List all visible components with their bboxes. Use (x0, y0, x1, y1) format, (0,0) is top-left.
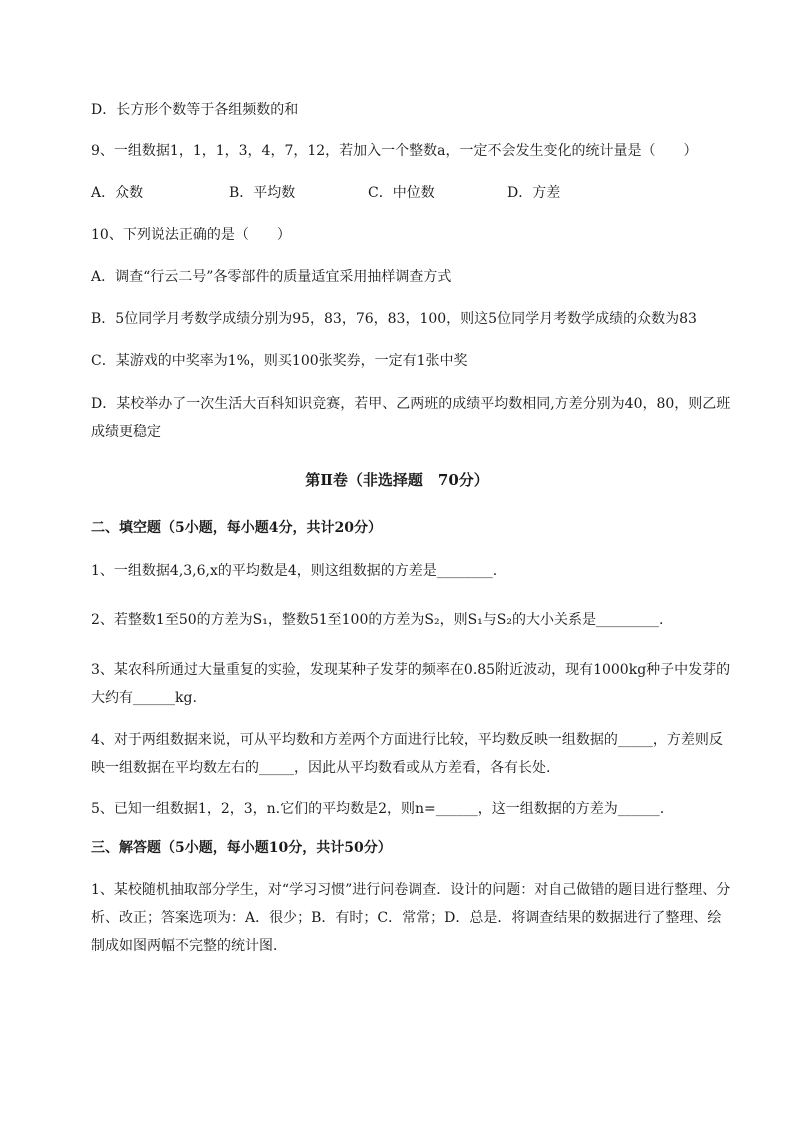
fill-blank-q5: 5、已知一组数据1，2，3，n.它们的平均数是2，则n=______，这一组数据的方差为______. (91, 801, 665, 817)
answer-q1: 1、某校随机抽取部分学生，对“学习习惯”进行问卷调查．设计的问题：对自己做错的题目进行整理、分析、改正；答案选项为：A．很少；B．有时；C．常常；D．总是．将调查结果的数据进行了整理、绘制成如图两幅不完整的统计图． (91, 882, 731, 954)
fill-blank-heading: 二、填空题（5小题，每小题4分，共计20分） (91, 520, 382, 536)
q10-option-a: A．调查“行云二号”各零部件的质量适宜采用抽样调查方式 (91, 269, 452, 285)
fill-blank-q1: 1、一组数据4,3,6,x的平均数是4，则这组数据的方差是________. (91, 563, 498, 579)
fill-blank-q2: 2、若整数1至50的方差为S₁，整数51至100的方差为S₂，则S₁与S₂的大小关系是_________. (91, 612, 664, 628)
q10-option-c: C．某游戏的中奖率为1%，则买100张奖券，一定有1张中奖 (91, 353, 468, 369)
q9-stem: 9、一组数据1，1，1，3，4，7，12，若加入一个整数a，一定不会发生变化的统计量是（ ） (91, 143, 698, 159)
fill-blank-q3: 3、某农科所通过大量重复的实验，发现某种子发芽的频率在0.85附近波动，现有1000kg种子中发芽的大约有______kg. (91, 662, 731, 706)
q10-option-d: D．某校举办了一次生活大百科知识竞赛，若甲、乙两班的成绩平均数相同,方差分别为40，80，则乙班成绩更稳定 (91, 396, 731, 440)
q9-option-d: D．方差 (507, 185, 561, 201)
q10-stem: 10、下列说法正确的是（ ） (91, 227, 291, 243)
q9-option-a: A．众数 (91, 185, 144, 201)
answer-heading: 三、解答题（5小题，每小题10分，共计50分） (91, 840, 392, 856)
fill-blank-q4: 4、对于两组数据来说，可从平均数和方差两个方面进行比较，平均数反映一组数据的_____，方差则反映一组数据在平均数左右的_____，因此从平均数看或从方差看，各有长处. (91, 732, 723, 776)
q8-option-d: D．长方形个数等于各组频数的和 (91, 102, 299, 118)
q9-option-b: B．平均数 (229, 185, 296, 201)
part2-title: 第Ⅱ卷（非选择题 70分） (305, 471, 489, 489)
q9-option-c: C．中位数 (368, 185, 435, 201)
q10-option-b: B．5位同学月考数学成绩分别为95，83，76，83，100，则这5位同学月考数学成绩的众数为83 (91, 311, 697, 327)
